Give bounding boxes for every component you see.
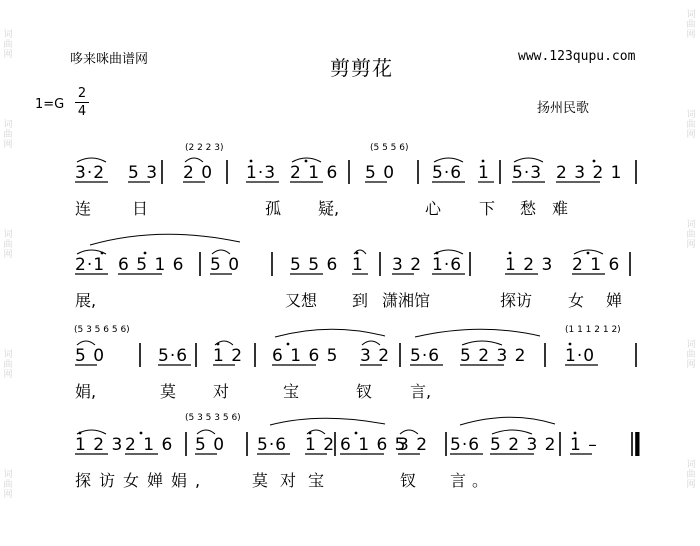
note-group: 1 2 <box>305 435 336 455</box>
note-group: 6 1 6 5 <box>272 346 339 366</box>
watermark-text: 词曲网 <box>3 30 13 60</box>
octave-dot <box>217 343 220 346</box>
watermark-text: 词曲网 <box>3 120 13 150</box>
slur <box>514 158 543 162</box>
lyric: 心 <box>425 199 442 218</box>
slur <box>434 158 463 162</box>
note-group: 3 2 <box>360 346 391 366</box>
lyric: 探访女婵娟, <box>75 471 209 490</box>
grace-note: (2 2 2 3) <box>185 143 224 153</box>
note-group: 5·6 <box>432 163 463 183</box>
page-title: 剪剪花 <box>330 56 393 80</box>
note-group: 1·6 <box>432 255 463 275</box>
note-group: 5 5 6 <box>290 255 339 275</box>
lyric: 言, <box>410 382 432 401</box>
phrase-slur <box>415 329 540 337</box>
note-group: 5·3 <box>512 163 543 183</box>
slur <box>185 158 203 162</box>
octave-dot <box>587 252 590 255</box>
note-group: 5 0 <box>75 346 106 366</box>
lyric: 潇湘馆 <box>382 291 431 310</box>
phrase-slur <box>460 417 555 425</box>
note-group: 5 0 <box>365 163 396 183</box>
lyric: 婵 <box>606 291 623 310</box>
lyric: 莫 <box>160 382 177 401</box>
note-group: 1 2 3 <box>505 255 554 275</box>
octave-dot <box>144 252 147 255</box>
slur <box>197 430 215 434</box>
note-group: 2 0 <box>183 163 214 183</box>
watermark-text: 词曲网 <box>686 340 696 370</box>
note-group: 2 1 6 <box>572 255 621 275</box>
slur <box>434 250 463 254</box>
slur <box>212 250 230 254</box>
slur <box>77 341 95 345</box>
lyric: 对 <box>213 382 230 401</box>
lyric: 连 <box>75 199 92 218</box>
octave-dot <box>574 432 577 435</box>
octave-dot <box>436 252 439 255</box>
grace-note: (5 3 5 3 5 6) <box>185 413 241 423</box>
octave-dot <box>305 160 308 163</box>
site-name: 哆来咪曲谱网 <box>70 52 149 67</box>
watermark-text: 词曲网 <box>686 110 696 140</box>
octave-dot <box>482 160 485 163</box>
time-bottom: 4 <box>75 102 89 120</box>
note-group: 5 0 <box>210 255 241 275</box>
slur <box>362 341 380 345</box>
octave-dot <box>509 252 512 255</box>
lyric: 宝 <box>283 382 300 401</box>
note-group: 1·3 <box>246 163 277 183</box>
note-group: 2 3 2 1 <box>556 163 623 183</box>
watermark-text: 词曲网 <box>686 460 696 490</box>
octave-dot <box>140 432 143 435</box>
site-url[interactable]: www.123qupu.com <box>518 49 636 64</box>
lyric: 疑, <box>318 199 340 218</box>
note-group: 1 2 <box>213 346 244 366</box>
note-group: 2·1 <box>75 255 106 275</box>
lyric: 日 <box>132 199 149 218</box>
grace-note: (1 1 1 2 1 2) <box>565 325 621 335</box>
note-group: 6 5 1 6 <box>118 255 185 275</box>
slur <box>492 430 532 434</box>
watermark-text: 词曲网 <box>686 10 696 40</box>
note-group: 1 <box>352 255 364 275</box>
lyric: 探访 <box>500 291 533 310</box>
lyric: 到 <box>352 291 369 310</box>
lyric: 展, <box>75 291 97 310</box>
note-group: 3 2 <box>392 255 423 275</box>
phrase-slur <box>275 329 385 337</box>
octave-dot <box>356 252 359 255</box>
note-group: 5·6 <box>410 346 441 366</box>
lyric: 娟, <box>75 382 97 401</box>
genre-label: 扬州民歌 <box>537 101 590 116</box>
lyric: 下 <box>479 199 496 218</box>
note-group: 5 0 <box>195 435 226 455</box>
note-group: 3·2 <box>75 163 106 183</box>
note-group: 3 2 <box>398 435 429 455</box>
octave-dot <box>309 432 312 435</box>
octave-dot <box>569 343 572 346</box>
octave-dot <box>101 252 104 255</box>
watermark-text: 词曲网 <box>3 350 13 380</box>
note-group: 5 2 3 2 <box>460 346 527 366</box>
watermark-text: 词曲网 <box>686 220 696 250</box>
octave-dot <box>355 432 358 435</box>
note-group: 2 1 6 <box>125 435 174 455</box>
note-group: 1·0 <box>565 346 596 366</box>
phrase-slur <box>90 234 240 245</box>
note-group: 1 2 3 <box>75 435 124 455</box>
octave-dot <box>79 432 82 435</box>
grace-note: (5 3 5 6 5 6) <box>74 325 130 335</box>
lyric: 女 <box>568 291 585 310</box>
slur <box>400 430 418 434</box>
phrase-slur <box>270 418 385 425</box>
octave-dot <box>593 160 596 163</box>
grace-note: (5 5 5 6) <box>370 143 409 153</box>
note-group: 1 – <box>570 435 598 455</box>
slur <box>462 341 502 345</box>
lyric: 孤 <box>265 199 282 218</box>
octave-dot <box>250 160 253 163</box>
slur <box>77 158 106 162</box>
time-top: 2 <box>77 86 87 101</box>
octave-dot <box>287 343 290 346</box>
note-group: 1 <box>478 163 490 183</box>
lyric: 又想 <box>285 291 318 310</box>
lyric: 言。 <box>450 471 495 490</box>
lyric: 难 <box>552 199 569 218</box>
note-group: 6 1 6 5 <box>340 435 407 455</box>
note-group: 2 1 6 <box>290 163 339 183</box>
slur <box>77 430 106 434</box>
lyric: 钗 <box>356 382 373 401</box>
watermark-text: 词曲网 <box>3 470 13 500</box>
lyric: 钗 <box>400 471 417 490</box>
note-group: 5·6 <box>257 435 288 455</box>
key-signature: 1=G <box>35 97 65 112</box>
note-group: 5 2 3 2 <box>490 435 557 455</box>
note-group: 5·6 <box>158 346 189 366</box>
note-group: 5·6 <box>450 435 481 455</box>
lyric: 莫对宝 <box>252 471 337 490</box>
lyric: 愁 <box>520 199 537 218</box>
note-group: 5 3 <box>128 163 159 183</box>
watermark-text: 词曲网 <box>3 230 13 260</box>
